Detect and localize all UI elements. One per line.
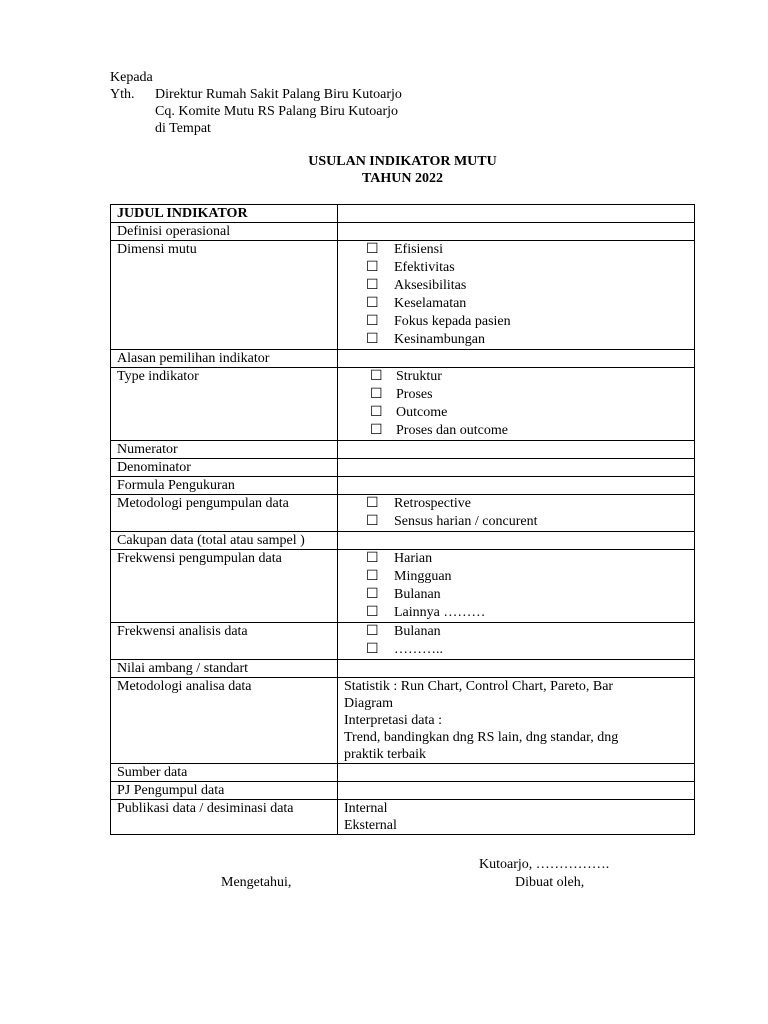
- pj-label: PJ Pengumpul data: [111, 782, 338, 800]
- analisa-interpretasi-text: Trend, bandingkan dng RS lain, dng standar, dng praktik terbaik: [344, 730, 619, 762]
- option-item[interactable]: [344, 331, 694, 349]
- addr-kepada: Kepada: [110, 70, 153, 85]
- option-item[interactable]: [344, 568, 694, 586]
- indicator-form-table: [110, 204, 695, 835]
- definisi-value[interactable]: [338, 223, 695, 241]
- dimensi-label: Dimensi mutu: [111, 241, 338, 350]
- checkbox-icon[interactable]: ☐: [370, 369, 383, 384]
- checkbox-icon[interactable]: ☐: [366, 605, 379, 620]
- checkbox-icon[interactable]: ☐: [370, 423, 383, 438]
- option-label: Bulanan: [394, 624, 441, 639]
- metodologi-analisa-value: [338, 678, 695, 764]
- numerator-value[interactable]: [338, 441, 695, 459]
- option-label: Efektivitas: [394, 260, 455, 275]
- addr-row: [110, 86, 402, 103]
- metodologi-pengumpulan-options: [338, 495, 695, 532]
- cakupan-value[interactable]: [338, 532, 695, 550]
- addr-line3: di Tempat: [155, 121, 211, 136]
- option-item[interactable]: [344, 422, 694, 440]
- cakupan-label: Cakupan data (total atau sampel ): [111, 532, 338, 550]
- address-block: [110, 69, 402, 137]
- option-label: Efisiensi: [394, 242, 443, 257]
- option-label: Kesinambungan: [394, 332, 485, 347]
- option-item[interactable]: [344, 513, 694, 531]
- alasan-value[interactable]: [338, 350, 695, 368]
- option-item[interactable]: [344, 295, 694, 313]
- denominator-label: Denominator: [111, 459, 338, 477]
- table-row: [111, 550, 695, 623]
- option-label: Proses: [396, 387, 433, 402]
- document-title: [110, 153, 695, 187]
- title-line1: USULAN INDIKATOR MUTU: [308, 154, 497, 169]
- option-label: Aksesibilitas: [394, 278, 467, 293]
- analisa-interpretasi-label: Interpretasi data :: [344, 713, 442, 728]
- dimensi-options: [338, 241, 695, 350]
- option-item[interactable]: [344, 386, 694, 404]
- sumber-label: Sumber data: [111, 764, 338, 782]
- option-label: Fokus kepada pasien: [394, 314, 511, 329]
- table-row: [111, 368, 695, 441]
- type-label: Type indikator: [111, 368, 338, 441]
- denominator-value[interactable]: [338, 459, 695, 477]
- checkbox-icon[interactable]: ☐: [370, 405, 383, 420]
- table-row: [111, 660, 695, 678]
- option-item[interactable]: [344, 277, 694, 295]
- checkbox-icon[interactable]: ☐: [366, 332, 379, 347]
- table-row: [111, 678, 695, 764]
- option-label: Keselamatan: [394, 296, 467, 311]
- table-row: [111, 241, 695, 350]
- checkbox-icon[interactable]: ☐: [366, 242, 379, 257]
- publikasi-label: Publikasi data / desiminasi data: [111, 800, 338, 835]
- checkbox-icon[interactable]: ☐: [366, 314, 379, 329]
- table-row: [111, 532, 695, 550]
- checkbox-icon[interactable]: ☐: [366, 278, 379, 293]
- checkbox-icon[interactable]: ☐: [366, 569, 379, 584]
- option-item[interactable]: [344, 623, 694, 641]
- option-label: Lainnya ………: [394, 605, 486, 620]
- table-row: [111, 800, 695, 835]
- option-item[interactable]: [344, 404, 694, 422]
- publikasi-eksternal: Eksternal: [344, 818, 397, 833]
- numerator-label: Numerator: [111, 441, 338, 459]
- addr-yth: Yth.: [110, 87, 135, 102]
- addr-line1: Direktur Rumah Sakit Palang Biru Kutoarjo: [155, 87, 402, 102]
- mengetahui-label: Mengetahui,: [221, 875, 292, 890]
- dibuat-oleh-label: Dibuat oleh,: [515, 875, 585, 890]
- option-label: Struktur: [396, 369, 442, 384]
- table-row: [111, 205, 695, 223]
- judul-label: JUDUL INDIKATOR: [111, 205, 338, 223]
- option-item[interactable]: [344, 241, 694, 259]
- type-options: [338, 368, 695, 441]
- table-row: [111, 782, 695, 800]
- table-row: [111, 223, 695, 241]
- checkbox-icon[interactable]: ☐: [370, 387, 383, 402]
- alasan-label: Alasan pemilihan indikator: [111, 350, 338, 368]
- title-line2: TAHUN 2022: [361, 171, 444, 186]
- option-label: Sensus harian / concurent: [394, 514, 538, 529]
- nilai-ambang-label: Nilai ambang / standart: [111, 660, 338, 678]
- metodologi-pengumpulan-label: Metodologi pengumpulan data: [111, 495, 338, 532]
- checkbox-icon[interactable]: ☐: [366, 260, 379, 275]
- table-row: [111, 350, 695, 368]
- table-row: [111, 441, 695, 459]
- checkbox-icon[interactable]: ☐: [366, 551, 379, 566]
- table-row: [111, 495, 695, 532]
- checkbox-icon[interactable]: ☐: [366, 587, 379, 602]
- option-item[interactable]: [344, 313, 694, 331]
- checkbox-icon[interactable]: ☐: [366, 624, 379, 639]
- option-label: ………..: [394, 642, 443, 657]
- option-label: Harian: [394, 551, 433, 566]
- publikasi-internal: Internal: [344, 801, 388, 816]
- frekwensi-analisis-label: Frekwensi analisis data: [111, 623, 338, 660]
- table-row: [111, 459, 695, 477]
- checkbox-icon[interactable]: ☐: [366, 514, 379, 529]
- metodologi-analisa-label: Metodologi analisa data: [111, 678, 338, 764]
- table-row: [111, 623, 695, 660]
- frekwensi-pengumpulan-label: Frekwensi pengumpulan data: [111, 550, 338, 623]
- checkbox-icon[interactable]: ☐: [366, 496, 379, 511]
- judul-value[interactable]: [338, 205, 695, 223]
- addr-line2: Cq. Komite Mutu RS Palang Biru Kutoarjo: [155, 104, 399, 119]
- place-date: Kutoarjo, …………….: [479, 857, 610, 872]
- option-item[interactable]: [344, 495, 694, 513]
- option-item[interactable]: [344, 259, 694, 277]
- option-label: Proses dan outcome: [396, 423, 508, 438]
- analisa-statistik: Statistik : Run Chart, Control Chart, Pareto, Bar Diagram: [344, 679, 614, 711]
- checkbox-icon[interactable]: ☐: [366, 642, 379, 657]
- frekwensi-pengumpulan-options: [338, 550, 695, 623]
- option-label: Outcome: [396, 405, 448, 420]
- option-label: Retrospective: [394, 496, 471, 511]
- nilai-ambang-value[interactable]: [338, 660, 695, 678]
- option-item[interactable]: [344, 586, 694, 604]
- sumber-value[interactable]: [338, 764, 695, 782]
- option-label: Bulanan: [394, 587, 441, 602]
- option-item[interactable]: [344, 641, 694, 659]
- publikasi-value: [338, 800, 695, 835]
- table-row: [111, 477, 695, 495]
- definisi-label: Definisi operasional: [111, 223, 338, 241]
- pj-value[interactable]: [338, 782, 695, 800]
- table-row: [111, 764, 695, 782]
- option-label: Mingguan: [394, 569, 452, 584]
- option-item[interactable]: [344, 368, 694, 386]
- option-item[interactable]: [344, 550, 694, 568]
- formula-label: Formula Pengukuran: [111, 477, 338, 495]
- option-item[interactable]: [344, 604, 694, 622]
- formula-value[interactable]: [338, 477, 695, 495]
- checkbox-icon[interactable]: ☐: [366, 296, 379, 311]
- frekwensi-analisis-options: [338, 623, 695, 660]
